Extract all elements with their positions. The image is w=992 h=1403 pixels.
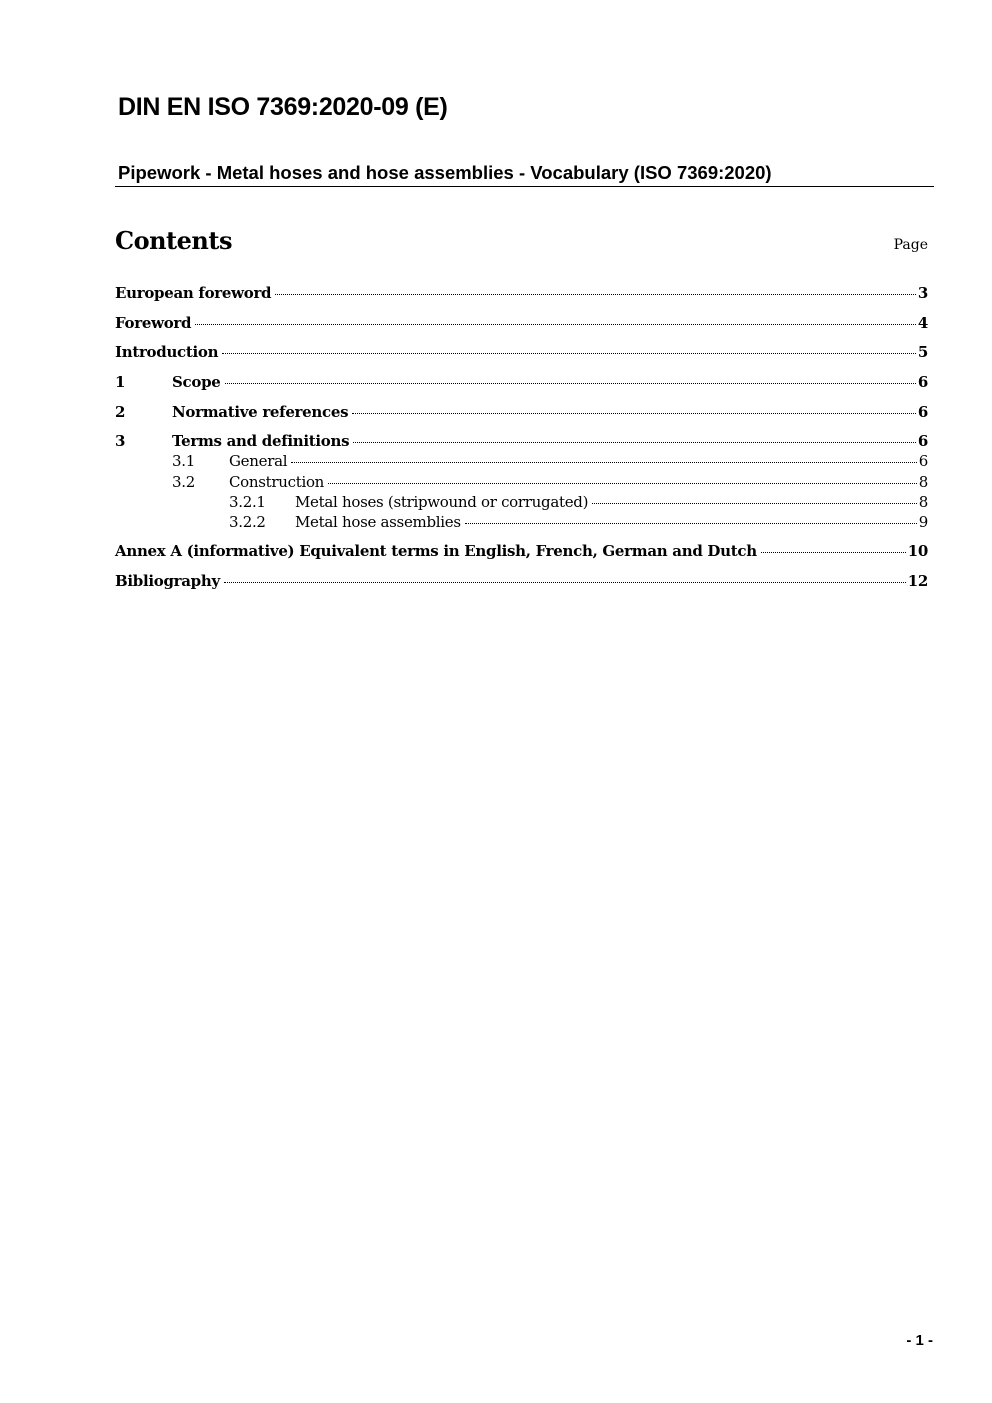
toc-entry-introduction[interactable] bbox=[115, 343, 928, 361]
toc-entry-page: 6 bbox=[917, 373, 928, 391]
toc-dot-leader bbox=[222, 353, 916, 354]
document-subtitle: Pipework - Metal hoses and hose assemblies - Vocabulary (ISO 7369:2020) bbox=[118, 162, 772, 183]
toc-entry-metal-hose-assemblies[interactable] bbox=[229, 513, 928, 531]
toc-entry-foreword[interactable] bbox=[115, 314, 928, 332]
toc-entry-label: Scope bbox=[172, 373, 221, 391]
toc-entry-number: 3 bbox=[115, 432, 126, 450]
toc-dot-leader bbox=[465, 523, 917, 524]
toc-entry-page: 6 bbox=[917, 432, 928, 450]
toc-dot-leader bbox=[761, 552, 906, 553]
contents-heading: Contents bbox=[115, 226, 232, 255]
toc-entry-number: 3.2.1 bbox=[229, 493, 266, 511]
toc-entry-label: Metal hoses (stripwound or corrugated) bbox=[295, 493, 589, 511]
toc-entry-page: 6 bbox=[917, 403, 928, 421]
toc-entry-label: Construction bbox=[229, 473, 325, 491]
toc-dot-leader bbox=[291, 462, 917, 463]
toc-entry-label: Normative references bbox=[172, 403, 349, 421]
toc-entry-annex-a[interactable] bbox=[115, 542, 928, 560]
toc-dot-leader bbox=[592, 503, 917, 504]
toc-entry-page: 6 bbox=[918, 452, 928, 470]
toc-entry-label: Annex A (informative) Equivalent terms in English, French, German and Dutch bbox=[115, 542, 757, 560]
toc-entry-number: 2 bbox=[115, 403, 126, 421]
toc-entry-label: Terms and definitions bbox=[172, 432, 350, 450]
toc-entry-page: 12 bbox=[907, 572, 928, 590]
toc-dot-leader bbox=[225, 383, 916, 384]
toc-entry-page: 9 bbox=[918, 513, 928, 531]
toc-entry-number: 3.2 bbox=[172, 473, 195, 491]
toc-dot-leader bbox=[353, 442, 916, 443]
toc-entry-label: Bibliography bbox=[115, 572, 220, 590]
document-id: DIN EN ISO 7369:2020-09 (E) bbox=[118, 93, 448, 121]
toc-dot-leader bbox=[275, 294, 916, 295]
toc-entry-page: 10 bbox=[907, 542, 928, 560]
toc-entry-label: Foreword bbox=[115, 314, 192, 332]
toc-entry-label: Introduction bbox=[115, 343, 219, 361]
toc-entry-label: General bbox=[229, 452, 288, 470]
page-column-label: Page bbox=[893, 237, 928, 253]
toc-dot-leader bbox=[328, 483, 917, 484]
toc-entry-scope[interactable] bbox=[115, 373, 928, 391]
toc-dot-leader bbox=[352, 413, 916, 414]
toc-dot-leader bbox=[195, 324, 916, 325]
toc-entry-number: 3.1 bbox=[172, 452, 195, 470]
toc-entry-number: 3.2.2 bbox=[229, 513, 266, 531]
title-underline bbox=[115, 186, 934, 187]
toc-dot-leader bbox=[224, 582, 906, 583]
page-number: - 1 - bbox=[906, 1332, 933, 1349]
toc-entry-page: 4 bbox=[917, 314, 928, 332]
toc-entry-bibliography[interactable] bbox=[115, 572, 928, 590]
toc-entry-number: 1 bbox=[115, 373, 126, 391]
toc-entry-page: 3 bbox=[917, 284, 928, 302]
toc-entry-european-foreword[interactable] bbox=[115, 284, 928, 302]
toc-entry-label: Metal hose assemblies bbox=[295, 513, 461, 531]
toc-entry-construction[interactable] bbox=[172, 473, 928, 491]
toc-entry-normative-references[interactable] bbox=[115, 403, 928, 421]
toc-entry-page: 5 bbox=[917, 343, 928, 361]
toc-entry-label: European foreword bbox=[115, 284, 272, 302]
toc-entry-metal-hoses[interactable] bbox=[229, 493, 928, 511]
toc-entry-general[interactable] bbox=[172, 452, 928, 470]
toc-entry-terms-and-definitions[interactable] bbox=[115, 432, 928, 450]
toc-entry-page: 8 bbox=[918, 493, 928, 511]
toc-entry-page: 8 bbox=[918, 473, 928, 491]
